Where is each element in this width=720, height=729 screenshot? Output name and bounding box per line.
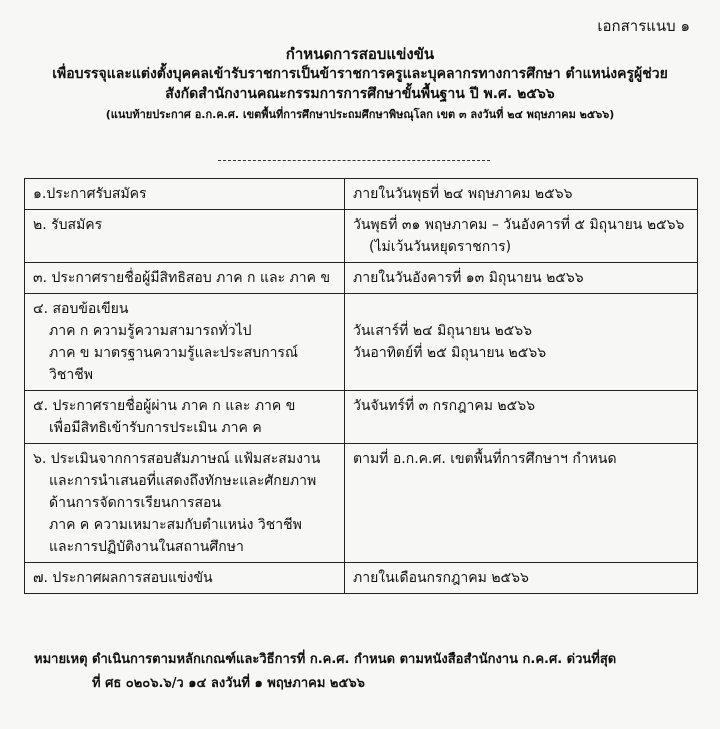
table-row — [25, 179, 698, 210]
step-cell — [25, 444, 345, 563]
step-text: ๖. ประเมินจากการสอบสัมภาษณ์ แฟ้มสะสมงาน — [33, 451, 321, 467]
step-text: ๔. สอบข้อเขียน — [33, 301, 129, 317]
step-text-continued: ด้านการจัดการเรียนการสอน — [49, 495, 221, 511]
header-divider — [218, 160, 490, 161]
table-row — [25, 263, 698, 294]
date-cell: ภายในวันพุธที่ ๒๔ พฤษภาคม ๒๕๖๖ — [345, 179, 698, 210]
schedule-table — [24, 178, 698, 594]
step-cell: ๑.ประกาศรับสมัคร — [25, 179, 345, 210]
step-cell: ๗. ประกาศผลการสอบแข่งขัน — [25, 563, 345, 594]
table-row — [25, 210, 698, 263]
step-text-continued: และการปฏิบัติงานในสถานศึกษา — [49, 539, 244, 555]
step-sub-item: ภาค ก ความรู้ความสามารถทั่วไป — [49, 323, 252, 339]
step-sub-item: ภาค ข มาตรฐานความรู้และประสบการณ์วิชาชีพ — [49, 345, 298, 383]
date-text: วันเสาร์ที่ ๒๔ มิถุนายน ๒๕๖๖ — [353, 323, 533, 339]
attachment-label: เอกสารแนบ ๑ — [597, 17, 690, 35]
table-row — [25, 563, 698, 594]
step-text-continued: และการนำเสนอที่แสดงถึงทักษะและศักยภาพ — [49, 473, 317, 489]
header-affiliation: สังกัดสำนักงานคณะกรรมการการศึกษาขั้นพื้นฐาน ปี พ.ศ. ๒๕๖๖ — [165, 86, 555, 102]
step-text: ๕. ประกาศรายชื่อผู้ผ่าน ภาค ก และ ภาค ข — [33, 398, 296, 414]
step-text-continued: ภาค ค ความเหมาะสมกับตำแหน่ง วิชาชีพ — [49, 517, 302, 533]
footnote-line: ที่ ศธ ๐๒๐๖.๖/ว ๑๔ ลงวันที่ ๑ พฤษภาคม ๒๕๖๖ — [92, 676, 365, 691]
table-row — [25, 294, 698, 391]
step-cell: ๓. ประกาศรายชื่อผู้มีสิทธิสอบ ภาค ก และ ภาค ข — [25, 263, 345, 294]
footnote-line: หมายเหตุ ดำเนินการตามหลักเกณฑ์และวิธีการที่ ก.ค.ศ. กำหนด ตามหนังสือสำนักงาน ก.ค.ศ. ด่วนที่สุด — [34, 652, 617, 667]
date-note: (ไม่เว้นวันหยุดราชการ) — [369, 239, 512, 255]
date-cell: ภายในเดือนกรกฎาคม ๒๕๖๖ — [345, 563, 698, 594]
header-title: กำหนดการสอบแข่งขัน — [285, 45, 435, 63]
footnote — [34, 648, 616, 696]
header-reference: (แนบท้ายประกาศ อ.ก.ค.ศ. เขตพื้นที่การศึกษาประถมศึกษาพิษณุโลก เขต ๓ ลงวันที่ ๒๔ พฤษภาคม ๒๕๖๖) — [105, 108, 615, 121]
step-cell — [25, 294, 345, 391]
date-text: วันอาทิตย์ที่ ๒๕ มิถุนายน ๒๕๖๖ — [353, 345, 547, 361]
date-cell: ภายในวันอังคารที่ ๑๓ มิถุนายน ๒๕๖๖ — [345, 263, 698, 294]
date-cell: ตามที่ อ.ก.ค.ศ. เขตพื้นที่การศึกษาฯ กำหนด — [345, 444, 698, 563]
step-text: ๒. รับสมัคร — [33, 217, 103, 233]
date-cell — [345, 210, 698, 263]
step-text-continued: เพื่อมีสิทธิเข้ารับการประเมิน ภาค ค — [49, 420, 262, 436]
step-cell — [25, 210, 345, 263]
date-text: วันพุธที่ ๓๑ พฤษภาคม – วันอังคารที่ ๕ มิถุนายน ๒๕๖๖ — [353, 217, 685, 233]
document-header — [0, 44, 720, 124]
table-row — [25, 391, 698, 444]
date-cell: วันจันทร์ที่ ๓ กรกฎาคม ๒๕๖๖ — [345, 391, 698, 444]
date-cell — [345, 294, 698, 391]
table-row — [25, 444, 698, 563]
step-cell — [25, 391, 345, 444]
header-subtitle: เพื่อบรรจุและแต่งตั้งบุคคลเข้ารับราชการเป็นข้าราชการครูและบุคลากรทางการศึกษา ตำแหน่งครูผู้ช่วย — [52, 66, 668, 82]
